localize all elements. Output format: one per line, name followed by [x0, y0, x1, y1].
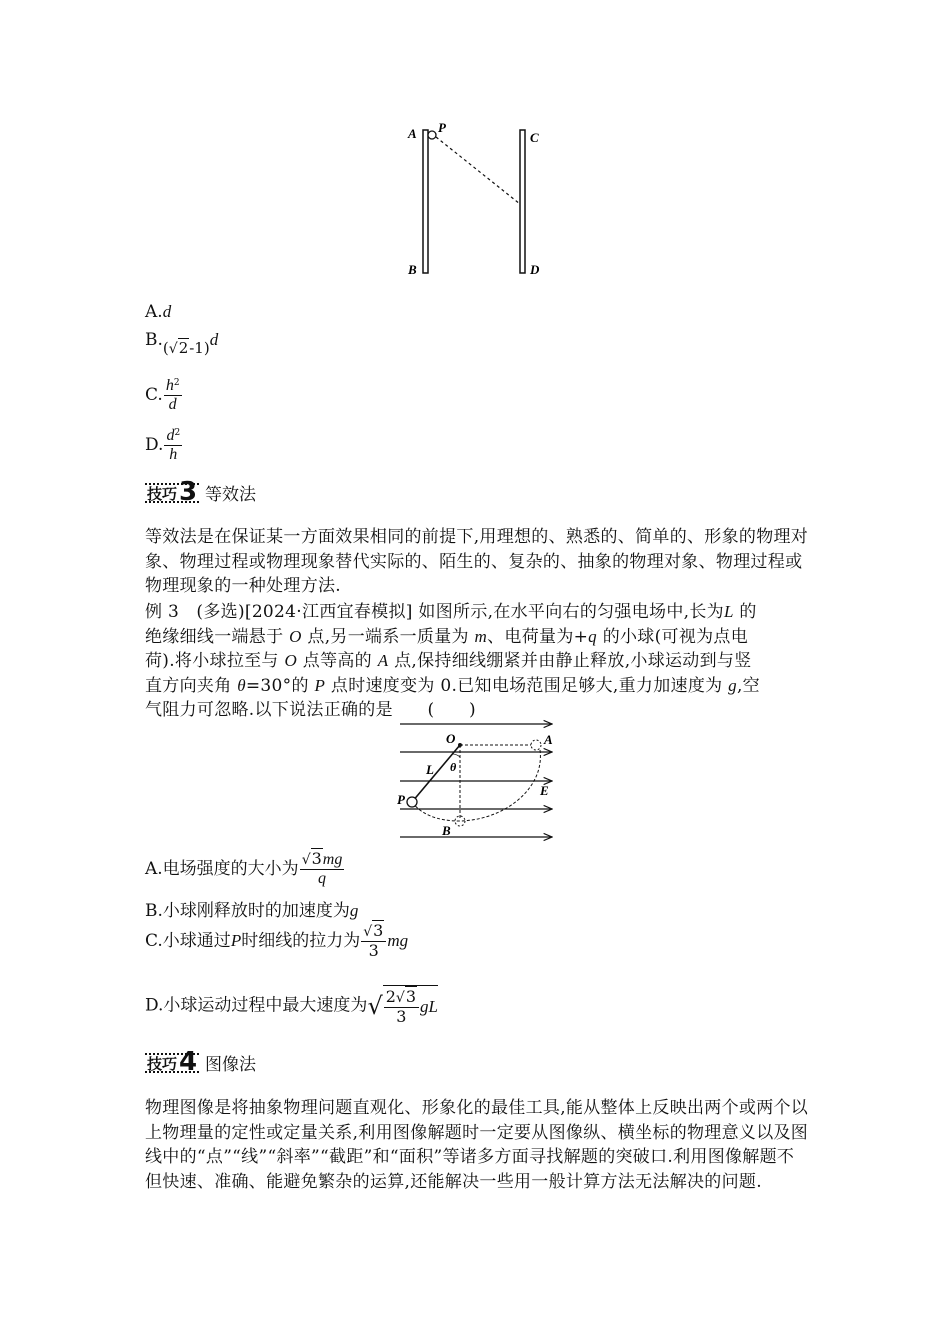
stem-line-5: 气阻力可忽略.以下说法正确的是 ( ) [145, 700, 476, 720]
var-o: O [289, 626, 302, 646]
stem-text: ,空 [736, 675, 760, 696]
fraction [300, 850, 345, 888]
radicand: 2 [178, 339, 189, 357]
stem-text: 点等高的 [302, 651, 372, 671]
badge-number: 4 [179, 1046, 198, 1077]
var-p: P [314, 675, 326, 695]
particle-p [428, 131, 436, 139]
label-theta: θ [450, 760, 457, 774]
stem-text: 点,另一端系一质量为 [307, 626, 469, 647]
technique-3-heading [145, 476, 256, 507]
denominator: q [318, 870, 327, 887]
stem-text: 例 3 (多选)[2024·江西宜春模拟] 如图所示,在水平向右的匀强电场中,长为 [145, 602, 724, 622]
label-d: D [530, 262, 540, 277]
ex3-option-a [145, 850, 345, 888]
ex3-option-d: D.小球运动过程中最大速度为√ $\frac{2√3}{3}$ gL [145, 987, 438, 1026]
stem-text: 的 [739, 602, 757, 622]
label-p: P [438, 120, 446, 135]
var-m: m [474, 626, 488, 646]
label-c: C [530, 130, 539, 145]
figure-pendulum-field [395, 718, 560, 845]
stem-line-3 [145, 649, 825, 674]
label-b: B [408, 262, 417, 277]
pivot-o [458, 743, 462, 747]
radicand: 3 [405, 987, 417, 1006]
option-a [145, 300, 171, 324]
label-e: E [540, 783, 549, 798]
option-prefix: A.电场强度的大小为 [145, 859, 299, 879]
technique-badge [145, 476, 199, 507]
numerator-tail: mg [322, 851, 343, 868]
technique-4-heading [145, 1046, 256, 1077]
stem-text: 荷).将小球拉至与 [145, 651, 279, 671]
badge-text: 技巧 [147, 484, 178, 503]
numerator: d [166, 427, 175, 444]
option-tail: mg [387, 931, 409, 950]
option-label: A. [145, 302, 163, 322]
label-p: P [397, 792, 405, 807]
option-prefix: D.小球运动过程中最大速度为 [145, 995, 368, 1016]
var-o: O [284, 651, 298, 670]
sqrt-expr: √2 [168, 339, 189, 357]
option-label: B. [145, 330, 163, 350]
var-g: g [728, 675, 737, 695]
stem-line-2 [145, 625, 825, 650]
paren-right: ) [203, 339, 210, 357]
denominator: h [169, 446, 178, 463]
ex3-option-c [145, 922, 408, 960]
ex3-option-b [145, 899, 358, 923]
sqrt-expr: √3 [301, 849, 322, 868]
option-label: D. [145, 435, 164, 455]
stem-text: =30°的 [245, 675, 309, 696]
paren-left: ( [162, 339, 169, 357]
exponent: 2 [173, 378, 180, 388]
radicand: 3 [311, 849, 322, 868]
stem-text: 点,保持细线绷紧并由静止释放,小球运动到与竖 [394, 651, 752, 671]
stem-text: 的小球(可视为点电 [602, 626, 749, 647]
option-var: d [209, 330, 219, 349]
stem-text: 直方向夹角 [145, 675, 232, 696]
sqrt-expr: √3 [395, 987, 417, 1006]
exponent: 2 [174, 428, 181, 438]
var-l: L [723, 602, 734, 621]
var-p: P [230, 931, 242, 950]
ball-a-ghost [531, 740, 541, 750]
label-l: L [426, 762, 434, 777]
stem-text: 点时速度变为 0.已知电场范围足够大,重力加速度为 [330, 675, 723, 696]
trajectory-line [436, 137, 520, 204]
technique-badge [145, 1046, 199, 1077]
var-theta: θ [237, 675, 246, 695]
option-prefix: C.小球通过 [145, 931, 231, 951]
badge-number: 3 [179, 476, 198, 507]
var-q: q [588, 626, 597, 646]
denominator: 3 [368, 941, 379, 960]
option-c [145, 376, 183, 414]
plate-cd [520, 130, 525, 273]
badge-text: 技巧 [147, 1054, 178, 1073]
radicand: 3 [373, 921, 384, 940]
theta-arc [453, 754, 460, 757]
technique-3-paragraph: 等效法是在保证某一方面效果相同的前提下,用理想的、熟悉的、简单的、形象的物理对象、物理过程或物理现象替代实际的、陌生的、复杂的、抽象的物理对象、物理过程或物理现象的一种处理方法. [145, 527, 809, 596]
plate-ab [423, 130, 428, 273]
option-tail: gL [420, 997, 438, 1016]
fraction [361, 922, 386, 960]
option-prefix: B.小球刚释放时的加速度为 [145, 901, 350, 921]
technique-4-paragraph: 物理图像是将抽象物理问题直观化、形象化的最佳工具,能从整体上反映出两个或两个以上物理量的定性或定量关系,利用图像解题时一定要从图像纵、横坐标的物理意义以及图线中的“点”“线”“斜率”“截距”和“面积”等诸多方面寻找解题的突破口.利用图像解题不但快速、准确、能避免繁杂的运算,还能解决一些用一般计算方法无法解决的问题. [145, 1098, 809, 1192]
label-b: B [442, 823, 451, 838]
coefficient: 2 [385, 987, 396, 1006]
example-3-stem [145, 600, 825, 723]
label-o: O [446, 731, 456, 746]
technique-title: 等效法 [205, 485, 256, 505]
stem-line-1 [145, 600, 825, 625]
fraction [384, 988, 419, 1026]
stem-line-4 [145, 674, 825, 699]
option-expr: d [162, 302, 172, 321]
fraction [164, 426, 182, 464]
numerator: h [165, 377, 174, 394]
option-mid: 时细线的拉力为 [241, 931, 361, 951]
technique-title: 图像法 [205, 1055, 256, 1075]
trajectory-arc [412, 750, 540, 821]
figure-parallel-plates [400, 118, 560, 283]
option-b [145, 328, 219, 357]
minus-one: -1 [189, 339, 204, 357]
denominator: 3 [396, 1007, 407, 1026]
fraction [164, 376, 182, 414]
stem-text: 绝缘细线一端悬于 [145, 626, 284, 647]
var-a: A [377, 651, 389, 670]
label-a: A [544, 732, 553, 747]
ball-p [407, 797, 417, 807]
option-d [145, 426, 183, 464]
option-var: g [349, 901, 359, 920]
sqrt-expr: √3 [363, 921, 384, 940]
stem-text: 、电荷量为+ [487, 626, 589, 647]
option-label: C. [145, 385, 163, 405]
label-a: A [408, 126, 417, 141]
denominator: d [168, 396, 177, 413]
